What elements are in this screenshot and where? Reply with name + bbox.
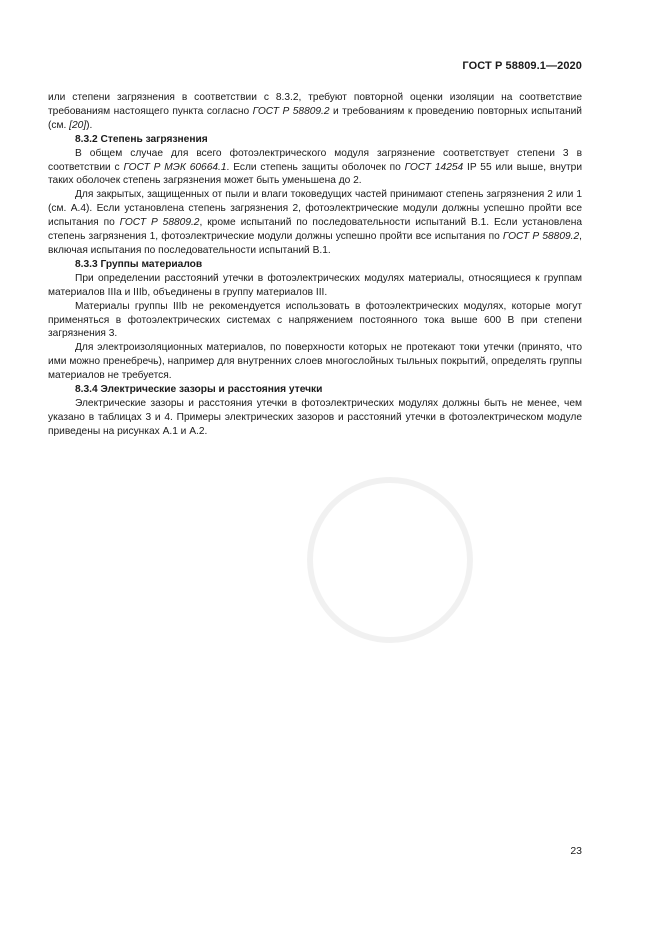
paragraph-continued: или степени загрязнения в соответствии с 8.3.2, требуют повторной оценки изоляции на соответствие требованиям настоящего пункта согласно ГОСТ Р 58809.2 и требованиям к проведению повторных испытаний (см. [20]). [48, 92, 582, 131]
watermark-graphic [240, 460, 540, 660]
reference-gost-iec-60664-1: ГОСТ Р МЭК 60664.1 [123, 161, 227, 173]
paragraph-material-groups: При определении расстояний утечки в фотоэлектрических модулях материалы, относящиеся к группам материалов IIIa и IIIb, объединены в группу материалов III. [48, 272, 582, 298]
paragraph-clearances: Электрические зазоры и расстояния утечки в фотоэлектрических модулях должны быть не менее, чем указано в таблицах 3 и 4. Примеры электрических зазоров и расстояний утечки в фотоэлектрическом модуле приведены на рисунках А.1 и А.2. [48, 397, 582, 437]
paragraph-enclosed-parts: Для закрытых, защищенных от пыли и влаги токоведущих частей принимают степень загрязнения 2 или 1 (см. А.4). Если установлена степень загрязнения 2, фотоэлектрические модули должны успешно пройти все испытания по ГОСТ Р 58809.2, кроме испытаний по последовательности испытаний В.1. Если установлена степень загрязнения 1, фотоэлектрические модули должны успешно пройти все испытания по ГОСТ Р 58809.2, включая испытания по последовательности испытаний В.1. [48, 189, 583, 256]
paragraph-insulating-materials: Для электроизоляционных материалов, по поверхности которых не протекают токи утечки (принято, что ими можно пренебречь), например для внутренних слоев многослойных тыльных покрытий, определять группы материалов не требуется. [48, 342, 582, 382]
document-id-header: ГОСТ Р 58809.1—2020 [462, 60, 582, 72]
section-heading-8-3-2: 8.3.2 Степень загрязнения [75, 133, 208, 145]
section-heading-8-3-4: 8.3.4 Электрические зазоры и расстояния утечки [75, 384, 323, 396]
paragraph-group-iiib: Материалы группы IIIb не рекомендуется использовать в фотоэлектрических модулях, которые могут применяться в фотоэлектрических системах с напряжением постоянного тока выше 600 В при степени загрязнения 3. [48, 300, 582, 340]
reference-gost-14254: ГОСТ 14254 [404, 161, 464, 173]
bibliography-ref: [20] [69, 119, 87, 131]
reference-gost-58809-2: ГОСТ Р 58809.2 [119, 217, 200, 229]
page-number: 23 [570, 845, 582, 857]
document-body [48, 91, 582, 439]
paragraph-pollution-degree: В общем случае для всего фотоэлектрического модуля загрязнение соответствует степени 3 в соответствии с ГОСТ Р МЭК 60664.1. Если степень защиты оболочек по ГОСТ 14254 IP 55 или выше, внутри таких оболочек степень загрязнения может быть уменьшена до 2. [48, 147, 583, 187]
reference-gost-58809-2: ГОСТ Р 58809.2 [252, 105, 330, 117]
reference-gost-58809-2: ГОСТ Р 58809.2 [502, 231, 580, 243]
section-heading-8-3-3: 8.3.3 Группы материалов [75, 258, 203, 270]
